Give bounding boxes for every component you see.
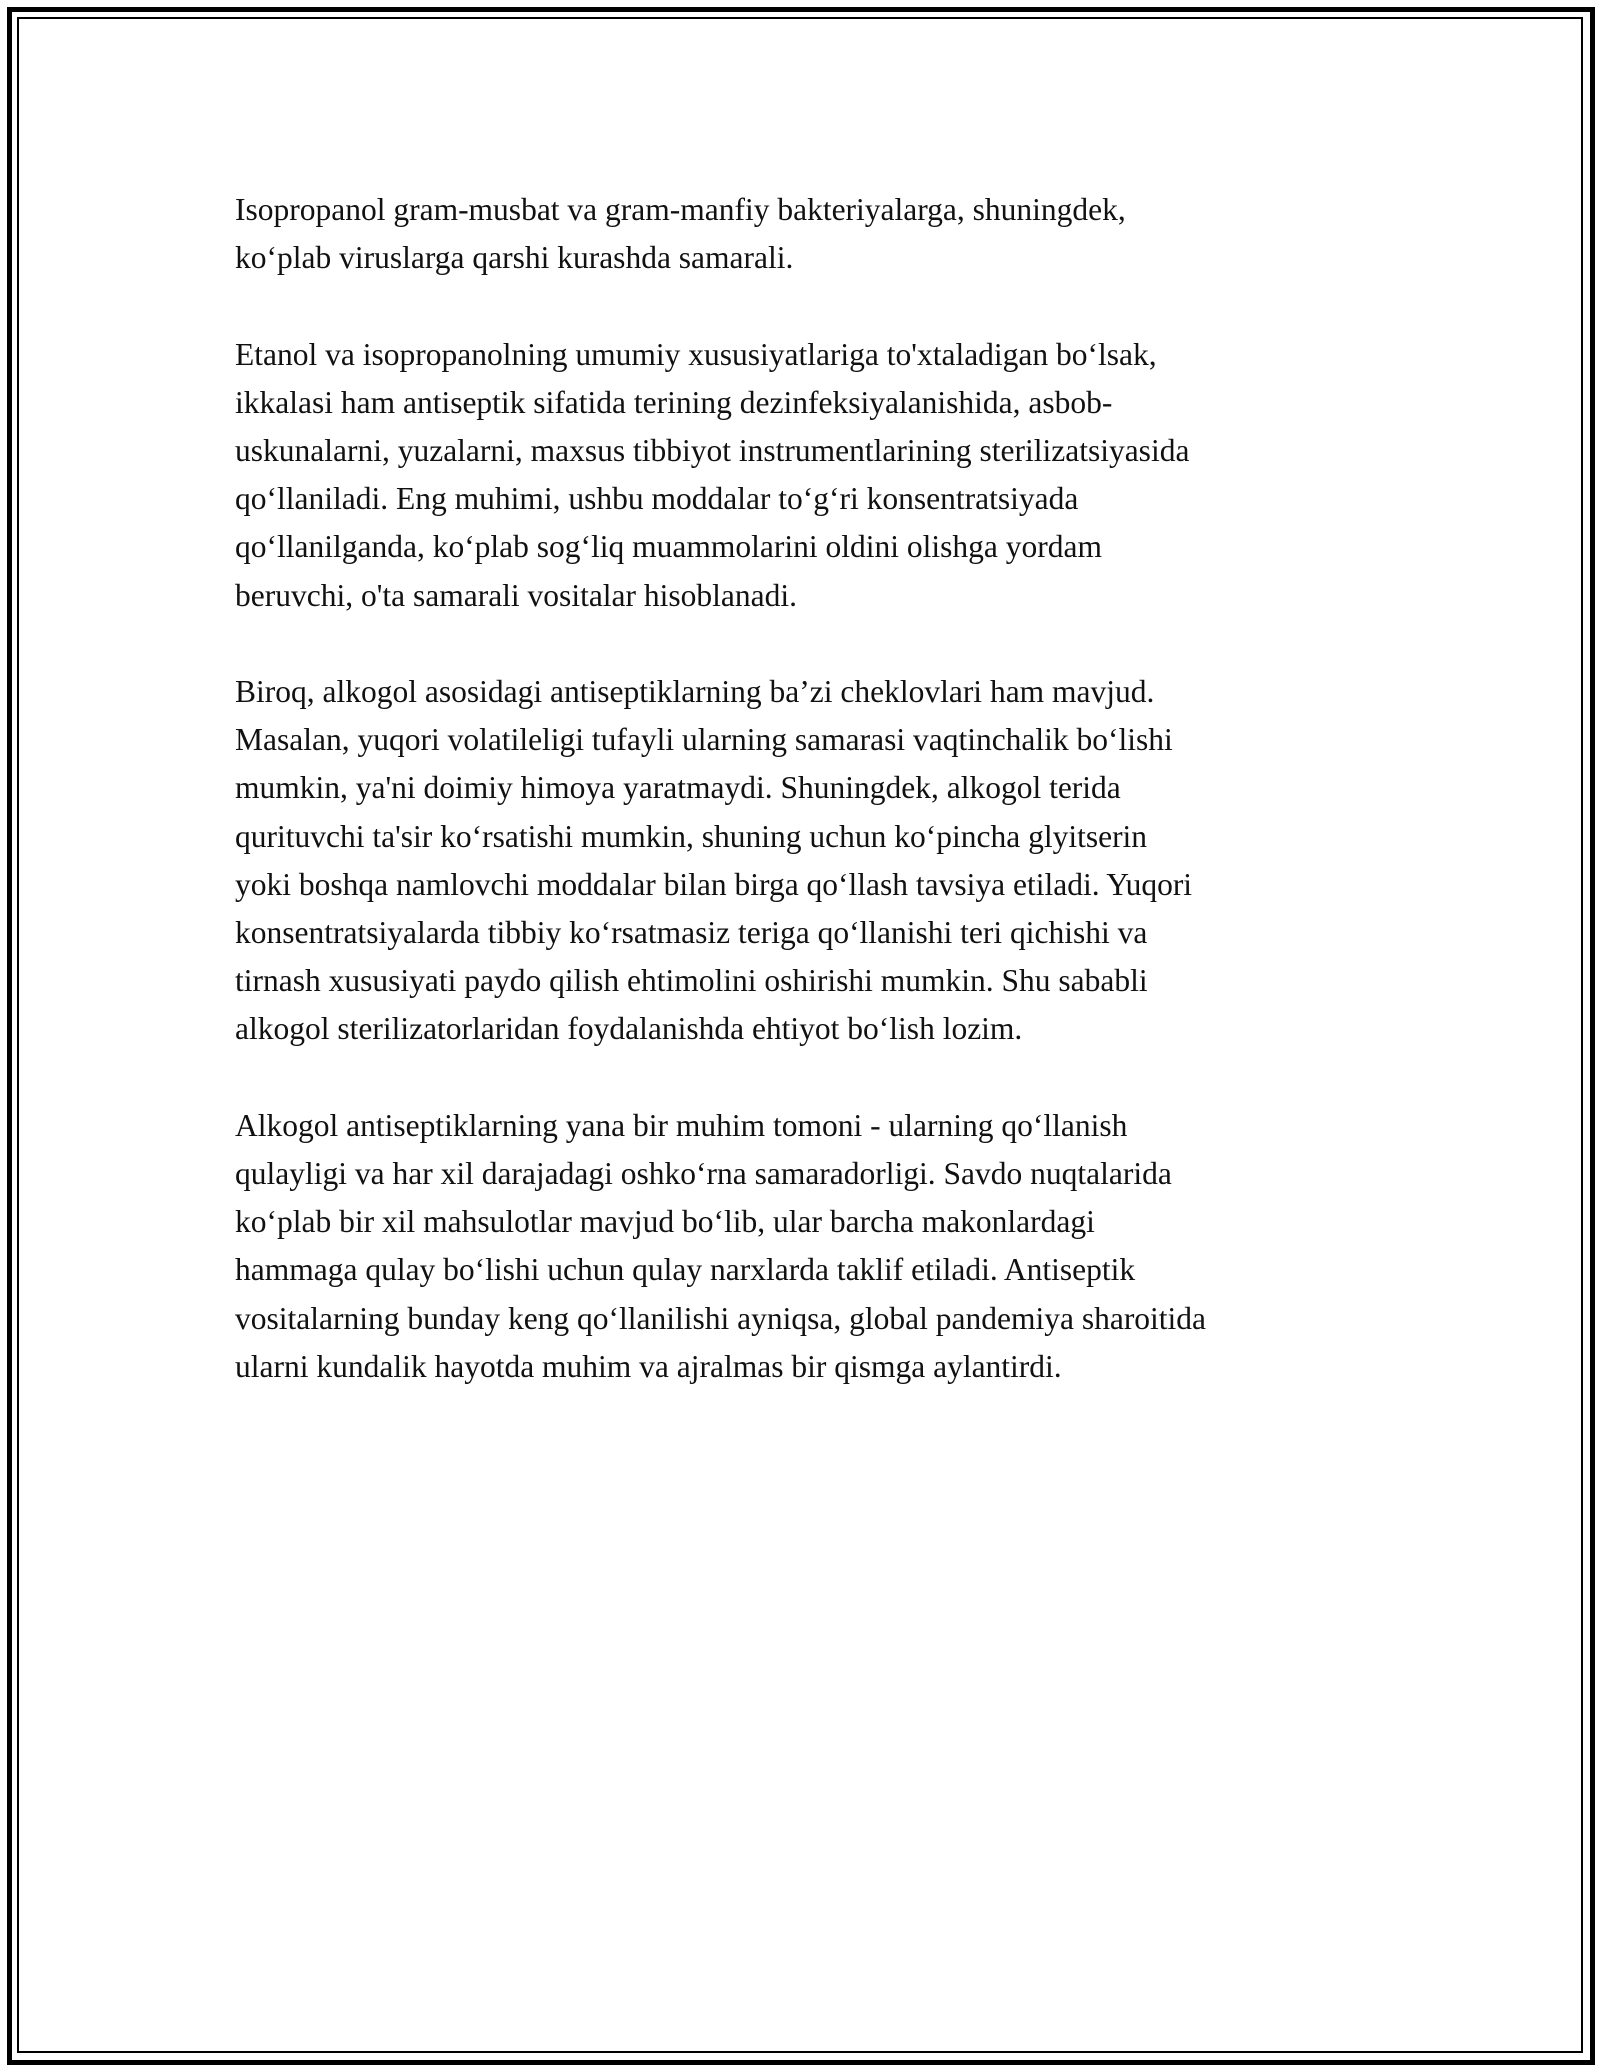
text-line: ularni kundalik hayotda muhim va ajralmas bir qismga aylantirdi. <box>235 1348 1062 1384</box>
text-line: mumkin, ya'ni doimiy himoya yaratmaydi. Shuningdek, alkogol terida <box>235 770 1121 806</box>
text-line: Biroq, alkogol asosidagi antiseptiklarning ba’zi cheklovlari ham mavjud. <box>235 674 1155 709</box>
text-line: alkogol sterilizatorlaridan foydalanishda ehtiyot bo‘lish lozim. <box>235 1011 1023 1047</box>
text-line: ko‘plab viruslarga qarshi kurashda samarali. <box>235 240 794 276</box>
text-line: tirnash xususiyati paydo qilish ehtimolini oshirishi mumkin. Shu sababli <box>235 963 1148 999</box>
text-line: Etanol va isopropanolning umumiy xususiyatlariga to'xtaladigan bo‘lsak, <box>235 336 1157 372</box>
text-line: ikkalasi ham antiseptik sifatida terining dezinfeksiyalanishida, asbob- <box>235 384 1113 420</box>
text-line: qulayligi va har xil darajadagi oshko‘rna samaradorligi. Savdo nuqtalarida <box>235 1156 1172 1192</box>
text-line: Isopropanol gram-musbat va gram-manfiy bakteriyalarga, shuningdek, <box>235 192 1126 227</box>
paragraph-4 <box>235 1102 1395 1391</box>
text-line: qo‘llanilganda, ko‘plab sog‘liq muammolarini oldini olishga yordam <box>235 529 1102 565</box>
text-line: hammaga qulay bo‘lishi uchun qulay narxlarda taklif etiladi. Antiseptik <box>235 1252 1136 1288</box>
text-line: beruvchi, o'ta samarali vositalar hisoblanadi. <box>235 577 798 613</box>
paragraph-1 <box>235 186 1395 282</box>
paragraph-3 <box>235 668 1395 1054</box>
text-line: vositalarning bunday keng qo‘llanilishi ayniqsa, global pandemiya sharoitida <box>235 1300 1207 1336</box>
text-line: uskunalarni, yuzalarni, maxsus tibbiyot instrumentlarining sterilizatsiyasida <box>235 433 1190 468</box>
document-body <box>235 186 1395 1439</box>
text-line: yoki boshqa namlovchi moddalar bilan birga qo‘llash tavsiya etiladi. Yuqori <box>235 866 1193 902</box>
text-line: konsentratsiyalarda tibbiy ko‘rsatmasiz teriga qo‘llanishi teri qichishi va <box>235 915 1148 951</box>
text-line: Masalan, yuqori volatileligi tufayli ularning samarasi vaqtinchalik bo‘lishi <box>235 722 1173 758</box>
text-line: qo‘llaniladi. Eng muhimi, ushbu moddalar to‘g‘ri konsentratsiyada <box>235 481 1079 517</box>
text-line: qurituvchi ta'sir ko‘rsatishi mumkin, shuning uchun ko‘pincha glyitserin <box>235 818 1148 854</box>
paragraph-2 <box>235 331 1395 620</box>
text-line: Alkogol antiseptiklarning yana bir muhim tomoni - ularning qo‘llanish <box>235 1107 1128 1143</box>
text-line: ko‘plab bir xil mahsulotlar mavjud bo‘lib, ular barcha makonlardagi <box>235 1204 1095 1240</box>
